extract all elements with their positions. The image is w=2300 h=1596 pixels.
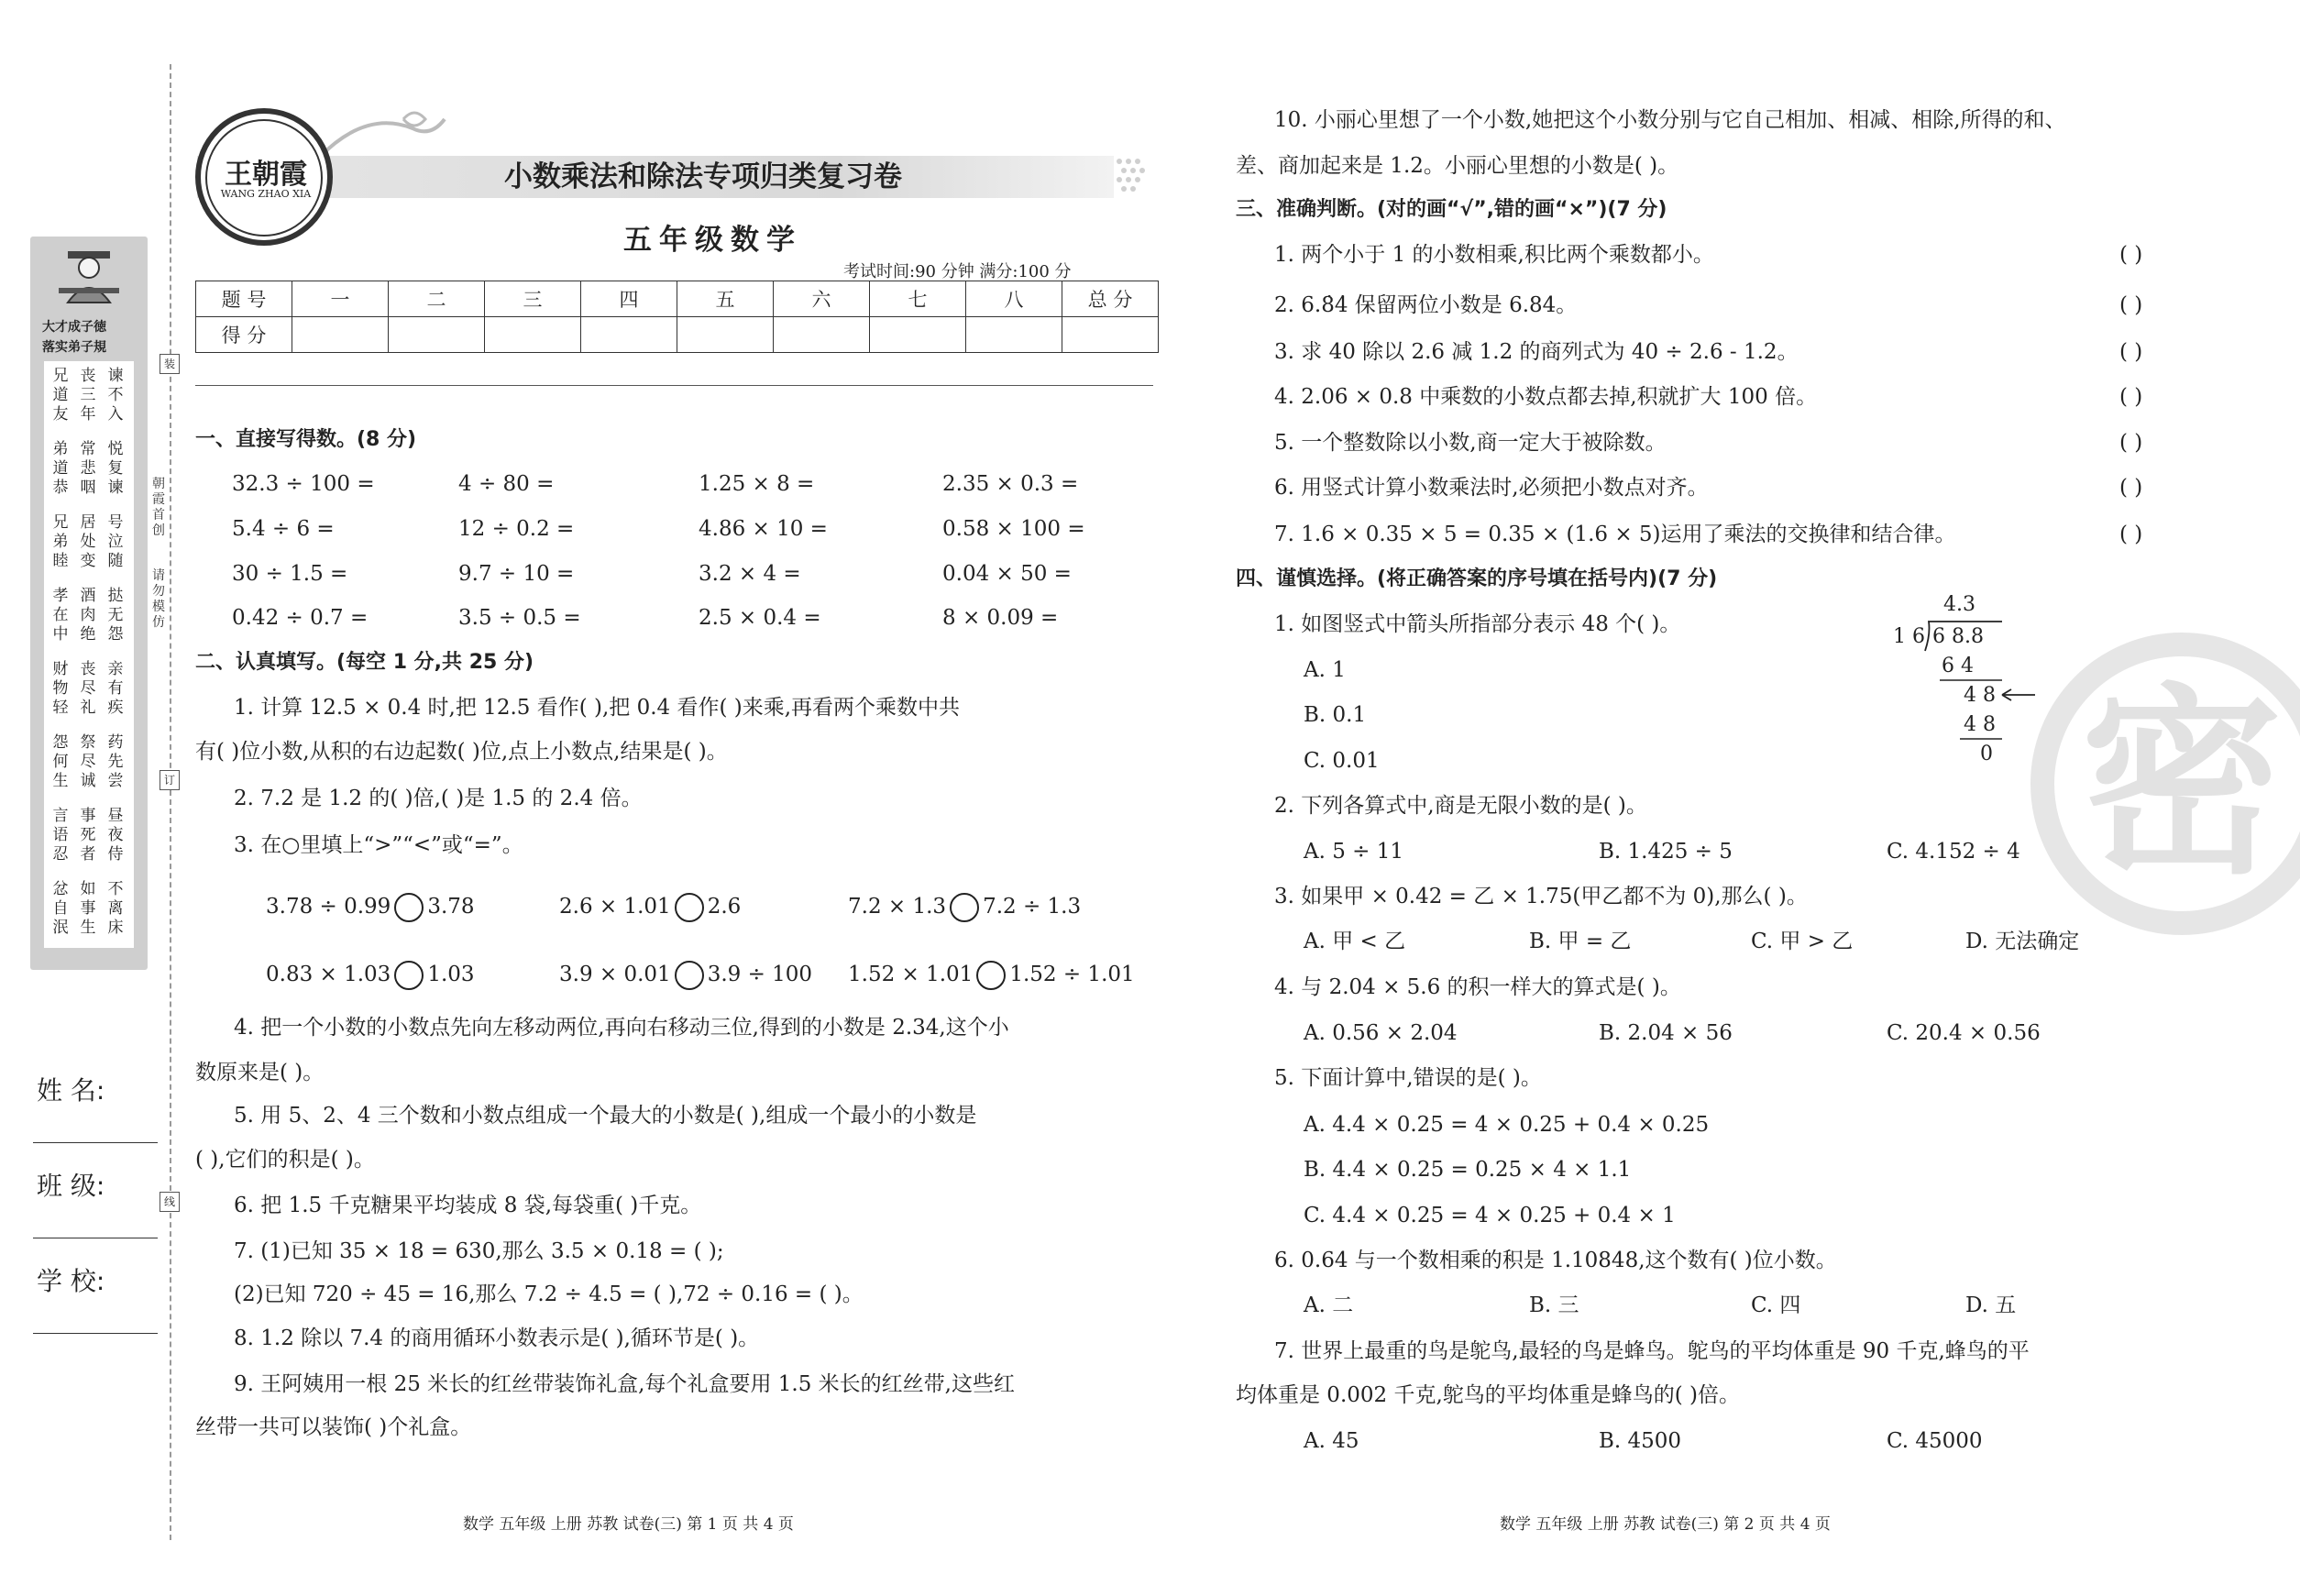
judge-statement: 5. 一个整数除以小数,商一定大于被除数。 <box>1274 431 1667 455</box>
poem-column: 药先尝 <box>107 733 124 790</box>
option: A. 5 ÷ 11 <box>1304 840 1404 864</box>
poem-column: 不离床 <box>107 880 124 937</box>
poem-column: 祭尽诚 <box>80 733 96 790</box>
option: D. 无法确定 <box>1965 930 2080 953</box>
score-cell[interactable] <box>774 317 870 353</box>
poem-column: 昼夜侍 <box>107 807 124 864</box>
brand-logo-sub: WANG ZHAO XIA <box>220 188 312 200</box>
score-header-cell: 二 <box>389 281 485 317</box>
compare-circle-blank[interactable] <box>675 893 704 922</box>
score-header-cell: 题 号 <box>196 281 292 317</box>
poem-column: 悦复谏 <box>107 440 124 497</box>
compare-left: 0.83 × 1.03 <box>266 963 391 986</box>
question-text: 7. 世界上最重的鸟是鸵鸟,最轻的鸟是蜂鸟。鸵鸟的平均体重是 90 千克,蜂鸟的平 <box>1274 1339 2030 1363</box>
score-cell[interactable] <box>677 317 774 353</box>
option: B. 2.04 × 56 <box>1599 1021 1733 1045</box>
binding-mark: 订 <box>160 770 180 790</box>
question-text: 2. 7.2 是 1.2 的( )倍,( )是 1.5 的 2.4 倍。 <box>234 787 643 810</box>
option: C. 甲 > 乙 <box>1751 930 1854 953</box>
option: A. 二 <box>1304 1293 1354 1317</box>
compare-circle-blank[interactable] <box>394 893 424 922</box>
question-text: 均体重是 0.002 千克,鸵鸟的平均体重是蜂鸟的( )倍。 <box>1236 1383 1741 1407</box>
score-cell[interactable] <box>966 317 1062 353</box>
compare-left: 3.9 × 0.01 <box>559 963 671 986</box>
compare-right: 7.2 ÷ 1.3 <box>983 895 1082 919</box>
ldiv-divisor: 1 6 <box>1893 625 1925 648</box>
question-text: 丝带一共可以装饰( )个礼盒。 <box>195 1415 472 1439</box>
poem-column: 兄弟睦 <box>52 513 69 570</box>
poem-column: 丧三年 <box>80 367 96 424</box>
question-text: 3. 在○里填上“>”“<”或“=”。 <box>234 833 523 857</box>
poem-column: 挞无怨 <box>107 587 124 644</box>
poem-column: 忿自泯 <box>52 880 69 937</box>
page-title: 小数乘法和除法专项归类复习卷 <box>504 160 902 193</box>
ldiv-row: 0 <box>1980 743 1993 765</box>
option: A. 45 <box>1304 1429 1359 1453</box>
judge-statement: 7. 1.6 × 0.35 × 5 = 0.35 × (1.6 × 5)运用了乘法的交换律和结合律。 <box>1274 523 1956 546</box>
compare-item <box>266 893 475 922</box>
confidential-seal-glyph: 密 <box>2081 666 2283 901</box>
compare-right: 1.03 <box>427 963 475 986</box>
mental-math-item: 5.4 ÷ 6 = <box>232 517 335 541</box>
mental-math-item: 8 × 0.09 = <box>942 606 1059 630</box>
ldiv-row: 4 8 <box>1964 713 1996 736</box>
mental-math-item: 0.04 × 50 = <box>942 562 1072 586</box>
judge-statement: 3. 求 40 除以 2.6 减 1.2 的商列式为 40 ÷ 2.6 - 1.2。 <box>1274 340 1799 364</box>
compare-item <box>848 893 1081 922</box>
poem-column: 弟道恭 <box>52 440 69 497</box>
question-text: 1. 计算 12.5 × 0.4 时,把 12.5 看作( ),把 0.4 看作( )来乘,再看两个乘数中共 <box>234 696 961 720</box>
question-text: 5. 用 5、2、4 三个数和小数点组成一个最大的小数是( ),组成一个最小的小数是 <box>234 1104 977 1128</box>
mental-math-item: 9.7 ÷ 10 = <box>458 562 575 586</box>
option: A. 4.4 × 0.25 = 4 × 0.25 + 0.4 × 0.25 <box>1304 1113 1710 1137</box>
section-title: 三、准确判断。(对的画“√”,错的画“×”)(7 分) <box>1236 198 1667 221</box>
compare-right: 3.78 <box>427 895 475 919</box>
poem-column: 怨何生 <box>52 733 69 790</box>
compare-item <box>848 961 1135 990</box>
name-field[interactable] <box>33 1142 158 1143</box>
answer-parentheses[interactable]: ( ) <box>2119 476 2143 500</box>
poem-column: 谏不入 <box>107 367 124 424</box>
section-title: 一、直接写得数。(8 分) <box>195 428 417 451</box>
exam-info: 考试时间:90 分钟 满分:100 分 <box>843 262 1072 281</box>
option: A. 0.56 × 2.04 <box>1304 1021 1458 1045</box>
poem-column: 兄道友 <box>52 367 69 424</box>
mental-math-item: 0.42 ÷ 0.7 = <box>232 606 369 630</box>
judge-statement: 4. 2.06 × 0.8 中乘数的小数点都去掉,积就扩大 100 倍。 <box>1274 385 1818 409</box>
compare-right: 1.52 ÷ 1.01 <box>1009 963 1135 986</box>
compare-circle-blank[interactable] <box>394 961 424 990</box>
poem-column: 号泣随 <box>107 513 124 570</box>
compare-right: 3.9 ÷ 100 <box>707 963 813 986</box>
score-cell[interactable] <box>485 317 581 353</box>
answer-parentheses[interactable]: ( ) <box>2119 523 2143 546</box>
question-text: 有( )位小数,从积的右边起数( )位,点上小数点,结果是( )。 <box>195 740 728 764</box>
option: B. 甲 = 乙 <box>1529 930 1632 953</box>
poem-column: 酒肉绝 <box>80 587 96 644</box>
score-header-cell: 三 <box>485 281 581 317</box>
ldiv-row: 4 8 <box>1964 684 1996 707</box>
page-subtitle: 五年级数学 <box>623 224 802 257</box>
score-header-cell: 八 <box>966 281 1062 317</box>
poem-column: 言语忍 <box>52 807 69 864</box>
poem-column: 丧尽礼 <box>80 660 96 717</box>
answer-parentheses[interactable]: ( ) <box>2119 385 2143 409</box>
question-text: 3. 如果甲 × 0.42 = 乙 × 1.75(甲乙都不为 0),那么( )。 <box>1274 885 1808 908</box>
compare-circle-blank[interactable] <box>976 961 1006 990</box>
motto-line: 落实弟子規 <box>42 340 106 355</box>
compare-right: 2.6 <box>707 895 742 919</box>
section-title: 二、认真填写。(每空 1 分,共 25 分) <box>195 651 534 674</box>
option: C. 0.01 <box>1304 749 1380 773</box>
score-table <box>195 281 1159 353</box>
question-text: 8. 1.2 除以 7.4 的商用循环小数表示是( ),循环节是( )。 <box>234 1326 760 1350</box>
option: C. 20.4 × 0.56 <box>1887 1021 2041 1045</box>
ldiv-quotient: 4.3 <box>1943 593 1975 616</box>
page-footer: 数学 五年级 上册 苏教 试卷(三) 第 2 页 共 4 页 <box>1500 1515 1831 1534</box>
score-cell[interactable] <box>292 317 389 353</box>
option: C. 四 <box>1751 1293 1801 1317</box>
score-cell[interactable] <box>870 317 966 353</box>
vertical-note: 朝霞首创 <box>152 477 165 538</box>
school-field[interactable] <box>33 1333 158 1334</box>
compare-item <box>559 893 741 922</box>
poem-column: 事死者 <box>80 807 96 864</box>
option: C. 45000 <box>1887 1429 1983 1453</box>
school-label: 学 校: <box>37 1266 105 1296</box>
ldiv-dividend: 6 8.8 <box>1932 625 1984 648</box>
binding-mark: 装 <box>160 354 180 374</box>
motto-line: 大才成子徳 <box>42 320 106 335</box>
judge-statement: 6. 用竖式计算小数乘法时,必须把小数点对齐。 <box>1274 476 1709 500</box>
option: B. 4.4 × 0.25 = 0.25 × 4 × 1.1 <box>1304 1158 1632 1182</box>
answer-parentheses[interactable]: ( ) <box>2119 293 2143 317</box>
score-cell[interactable] <box>389 317 485 353</box>
answer-parentheses[interactable]: ( ) <box>2119 340 2143 364</box>
question-text: 4. 与 2.04 × 5.6 的积一样大的算式是( )。 <box>1274 975 1681 999</box>
poem-column: 如事生 <box>80 880 96 937</box>
option: A. 1 <box>1304 658 1346 682</box>
poem-column: 居处变 <box>80 513 96 570</box>
mental-math-item: 1.25 × 8 = <box>699 472 815 496</box>
compare-left: 3.78 ÷ 0.99 <box>266 895 391 919</box>
question-text: 10. 小丽心里想了一个小数,她把这个小数分别与它自己相加、相减、相除,所得的和、 <box>1274 108 2066 132</box>
option: B. 0.1 <box>1304 703 1367 727</box>
question-text: 数原来是( )。 <box>195 1061 325 1084</box>
ldiv-lines <box>1888 616 2053 752</box>
score-value-row <box>196 317 1159 353</box>
mental-math-item: 30 ÷ 1.5 = <box>232 562 348 586</box>
option: C. 4.152 ÷ 4 <box>1887 840 2020 864</box>
compare-left: 7.2 × 1.3 <box>848 895 947 919</box>
class-label: 班 级: <box>37 1171 105 1201</box>
vertical-note: 请勿模仿 <box>152 568 165 630</box>
mental-math-item: 12 ÷ 0.2 = <box>458 517 575 541</box>
compare-left: 1.52 × 1.01 <box>848 963 974 986</box>
option: A. 甲 < 乙 <box>1304 930 1406 953</box>
compare-item <box>266 961 475 990</box>
compare-item <box>559 961 812 990</box>
poem-column: 孝在中 <box>52 587 69 644</box>
question-text: (2)已知 720 ÷ 45 = 16,那么 7.2 ÷ 4.5 = ( ),72 ÷ 0.16 = ( )。 <box>234 1282 864 1306</box>
mental-math-item: 2.35 × 0.3 = <box>942 472 1079 496</box>
divider <box>195 385 1153 386</box>
mental-math-item: 3.5 ÷ 0.5 = <box>458 606 581 630</box>
name-label: 姓 名: <box>37 1075 105 1106</box>
score-row-label: 得 分 <box>196 317 292 353</box>
question-text: 9. 王阿姨用一根 25 米长的红丝带装饰礼盒,每个礼盒要用 1.5 米长的红丝带,这些红 <box>234 1372 1015 1396</box>
question-text: 4. 把一个小数的小数点先向左移动两位,再向右移动三位,得到的小数是 2.34,这个小 <box>234 1016 1009 1040</box>
score-header-cell: 一 <box>292 281 389 317</box>
question-text: 6. 0.64 与一个数相乘的积是 1.10848,这个数有( )位小数。 <box>1274 1249 1837 1272</box>
poem-column: 亲有疾 <box>107 660 124 717</box>
option: B. 1.425 ÷ 5 <box>1599 840 1733 864</box>
score-header-cell: 五 <box>677 281 774 317</box>
binding-line <box>170 64 171 1540</box>
option: C. 4.4 × 0.25 = 4 × 0.25 + 0.4 × 1 <box>1304 1204 1676 1227</box>
mental-math-item: 32.3 ÷ 100 = <box>232 472 375 496</box>
judge-statement: 1. 两个小于 1 的小数相乘,积比两个乘数都小。 <box>1274 243 1714 267</box>
question-text: 6. 把 1.5 千克糖果平均装成 8 袋,每袋重( )千克。 <box>234 1194 702 1217</box>
scholar-illustration <box>55 246 123 304</box>
binding-mark: 线 <box>160 1192 180 1212</box>
question-text: 5. 下面计算中,错误的是( )。 <box>1274 1066 1542 1090</box>
score-header-cell: 四 <box>581 281 677 317</box>
answer-parentheses[interactable]: ( ) <box>2119 243 2143 267</box>
option: D. 五 <box>1965 1293 2017 1317</box>
answer-parentheses[interactable]: ( ) <box>2119 431 2143 455</box>
mental-math-item: 4 ÷ 80 = <box>458 472 555 496</box>
score-header-cell: 总 分 <box>1062 281 1159 317</box>
mental-math-item: 0.58 × 100 = <box>942 517 1085 541</box>
question-text: 2. 下列各算式中,商是无限小数的是( )。 <box>1274 794 1647 818</box>
compare-circle-blank[interactable] <box>950 893 979 922</box>
option: B. 三 <box>1529 1293 1579 1317</box>
poem-column: 常悲咽 <box>80 440 96 497</box>
brand-logo-text: 王朝霞 <box>225 159 307 191</box>
compare-left: 2.6 × 1.01 <box>559 895 671 919</box>
judge-statement: 2. 6.8̇4̇ 保留两位小数是 6.84。 <box>1274 293 1578 317</box>
poem-column: 财物轻 <box>52 660 69 717</box>
score-cell[interactable] <box>581 317 677 353</box>
score-header-row <box>196 281 1159 317</box>
score-header-cell: 七 <box>870 281 966 317</box>
question-text: 1. 如图竖式中箭头所指部分表示 48 个( )。 <box>1274 612 1681 636</box>
mental-math-item: 4.86 × 10 = <box>699 517 828 541</box>
score-header-cell: 六 <box>774 281 870 317</box>
score-cell[interactable] <box>1062 317 1159 353</box>
option: B. 4500 <box>1599 1429 1682 1453</box>
compare-circle-blank[interactable] <box>675 961 704 990</box>
ldiv-row: 6 4 <box>1942 655 1974 677</box>
question-text: ( ),它们的积是( )。 <box>195 1148 375 1172</box>
section-title: 四、谨慎选择。(将正确答案的序号填在括号内)(7 分) <box>1236 567 1718 590</box>
mental-math-item: 3.2 × 4 = <box>699 562 801 586</box>
question-text: 7. (1)已知 35 × 18 = 630,那么 3.5 × 0.18 = ( ); <box>234 1239 724 1263</box>
page-footer: 数学 五年级 上册 苏教 试卷(三) 第 1 页 共 4 页 <box>463 1515 794 1534</box>
mental-math-item: 2.5 × 0.4 = <box>699 606 821 630</box>
question-text: 差、商加起来是 1.2。小丽心里想的小数是( )。 <box>1236 154 1679 178</box>
dot-pattern <box>1115 156 1153 198</box>
